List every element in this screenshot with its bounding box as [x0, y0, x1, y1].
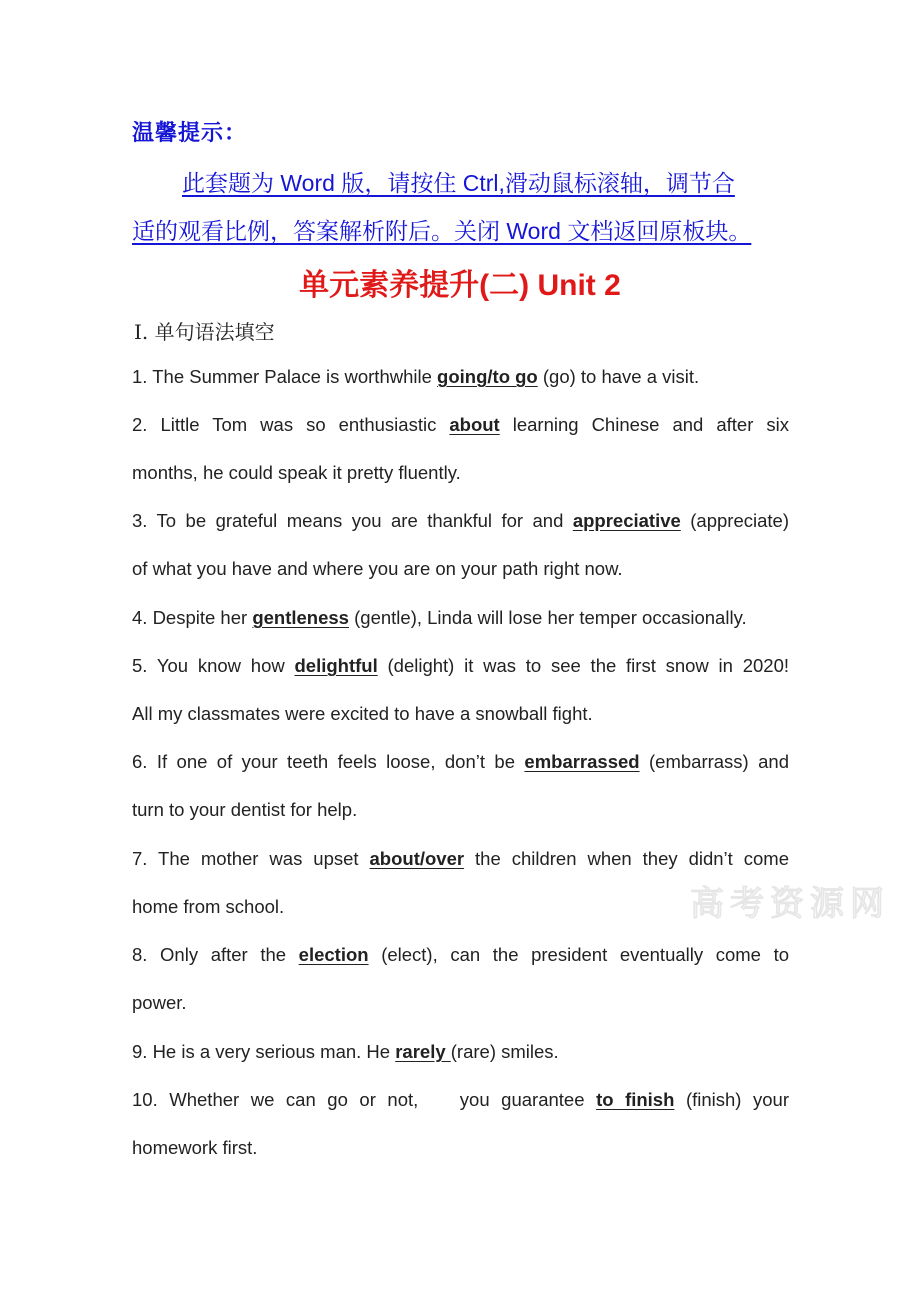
question-2-cont: months, he could speak it pretty fluently. — [132, 462, 461, 483]
notice-line-2[interactable]: 适的观看比例，答案解析附后。关闭 Word 文档返回原板块。 — [132, 218, 752, 244]
answer-9: rarely — [395, 1041, 451, 1062]
answer-8: election — [298, 944, 369, 965]
answer-4: gentleness — [252, 607, 349, 628]
question-1: 1. The Summer Palace is worthwhile going/to go (go) to have a visit. — [132, 366, 700, 387]
watermark: 高考资源网 — [690, 885, 890, 923]
question-6-cont: turn to your dentist for help. — [132, 799, 358, 820]
answer-10: to finish — [596, 1089, 675, 1110]
answer-5: delightful — [294, 655, 378, 676]
answer-7: about/over — [369, 848, 465, 869]
question-10-cont: homework first. — [132, 1137, 258, 1158]
notice-title: 温馨提示： — [132, 120, 248, 145]
question-8-cont: power. — [132, 992, 187, 1013]
question-2: 2. Little Tom was so enthusiastic about learning Chinese and after six — [132, 414, 789, 435]
question-3-cont: of what you have and where you are on your path right now. — [132, 558, 623, 579]
question-4: 4. Despite her gentleness (gentle), Linda will lose her temper occasionally. — [132, 607, 747, 628]
question-3: 3. To be grateful means you are thankful for and appreciative (appreciate) — [132, 510, 789, 531]
answer-3: appreciative — [572, 510, 681, 531]
question-8: 8. Only after the election (elect), can the president eventually come to — [132, 944, 790, 965]
section-heading: Ⅰ. 单句语法填空 — [134, 320, 275, 344]
question-6: 6. If one of your teeth feels loose, don’t be embarrassed (embarrass) and — [132, 751, 789, 772]
notice-line-1[interactable]: 此套题为 Word 版，请按住 Ctrl,滑动鼠标滚轴，调节合 — [182, 170, 735, 196]
question-5-cont: All my classmates were excited to have a snowball fight. — [132, 703, 593, 724]
question-10: 10. Whether we can go or not, you guarantee to finish (finish) your — [132, 1089, 789, 1110]
question-7-cont: home from school. — [132, 896, 285, 917]
document-title: 单元素养提升(二) Unit 2 — [299, 269, 621, 302]
question-5: 5. You know how delightful (delight) it was to see the first snow in 2020! — [132, 655, 790, 676]
answer-1: going/to go — [437, 366, 538, 387]
answer-2: about — [449, 414, 500, 435]
question-9: 9. He is a very serious man. He rarely (rare) smiles. — [132, 1041, 559, 1062]
answer-6: embarrassed — [524, 751, 640, 772]
question-7: 7. The mother was upset about/over the children when they didn’t come — [132, 848, 789, 869]
